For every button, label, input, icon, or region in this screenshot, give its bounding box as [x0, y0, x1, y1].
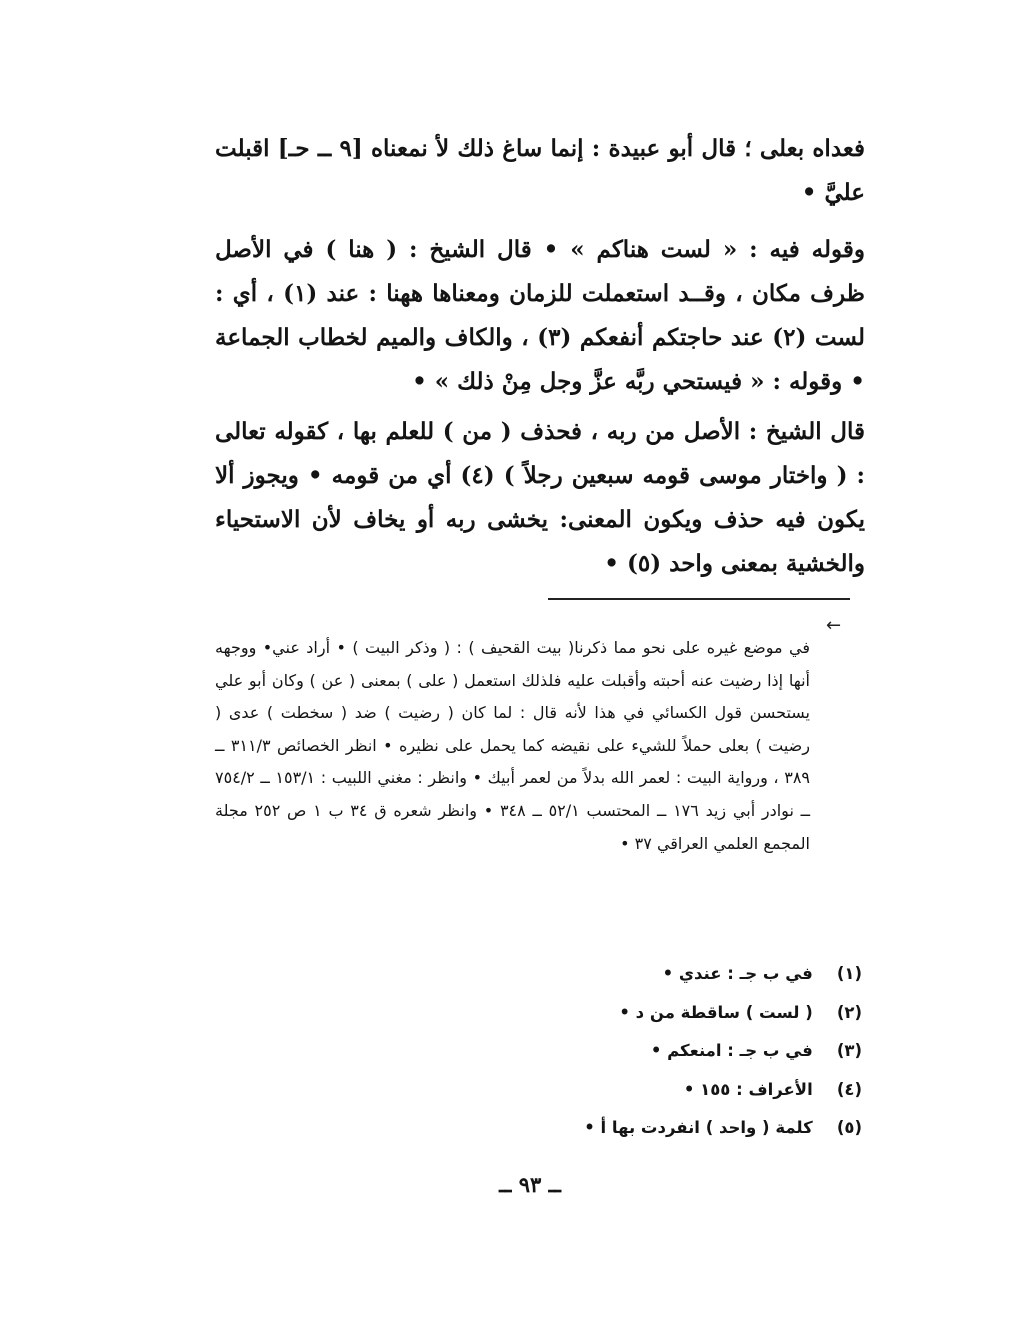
footnote-number: (٤)	[836, 1079, 862, 1099]
continuation-arrow-icon: ←	[826, 615, 842, 636]
main-text-paragraph-1	[215, 127, 865, 215]
page-number: ــ ٩٣ ــ	[499, 1172, 561, 1197]
footnote-item	[400, 1071, 862, 1110]
continued-footnote	[215, 632, 810, 860]
footnote-number: (٢)	[836, 1002, 862, 1022]
footnote-separator	[548, 598, 850, 600]
footnote-number: (١)	[836, 964, 862, 983]
footnote-text: في ب جـ : عندي •	[662, 964, 813, 983]
footnote-item	[400, 1109, 862, 1148]
paragraph-text: قال الشيخ : الأصل من ربه ، فحذف ( من ) للعلم بها ، كقوله تعالى : ( واختار موسى قومه سبعين رجلاً ) (٤) أي من قومه • ويجوز ألا يكون فيه حذف ويكون المعنى: يخشى ربه أو يخاف لأن الاستحياء والخشية بمعنى واحد (٥) •	[215, 418, 865, 577]
footnote-text: في ب جـ : امنعكم •	[650, 1041, 813, 1060]
footnote-item	[400, 955, 862, 994]
paragraph-text: فعداه بعلى ؛ قال أبو عبيدة : إنما ساغ ذلك لأ نمعناه [٩ ــ حـ] اقبلت عليَّ •	[215, 135, 865, 206]
footnotes-list	[400, 955, 862, 1148]
footnote-item	[400, 994, 862, 1033]
footnote-number: (٥)	[836, 1118, 862, 1137]
footnote-item	[400, 1032, 862, 1071]
continued-footnote-text: في موضع غيره على نحو مما ذكرنا( بيت القحيف ) : ( وذكر البيت ) • أراد عني• ووجهه أنها إذا رضيت عنه أحبته وأقبلت عليه فلذلك استعمل ( على ) بمعنى ( عن ) وكان أبو علي يستحسن قول الكسائي في هذا لأنه قال : لما كان ( رضيت ) ضد ( سخطت ) عدى ( رضيت ) بعلى حملاً للشيء على نقيضه كما يحمل على نظيره • انظر الخصائص ٣١١/٣ ــ ٣٨٩ ، ورواية البيت : لعمر الله بدلاً من لعمر أبيك • وانظر : مغني اللبيب : ١٥٣/١ ــ ٧٥٤/٢ ــ نوادر أبي زيد ١٧٦ ــ المحتسب ٥٢/١ ــ ٣٤٨ • وانظر شعره ق ٣٤ ب ١ ص ٢٥٢ مجلة المجمع العلمي العراقي ٣٧ •	[215, 638, 811, 853]
main-text-paragraph-2	[215, 228, 865, 404]
paragraph-text: وقوله فيه : « لست هناكم » • قال الشيخ : ( هنا ) في الأصل ظرف مكان ، وقــد استعملت للزمان ومعناها ههنا : عند (١) ، أي : لست (٢) عند حاجتكم أنفعكم (٣) ، والكاف والميم لخطاب الجماعة • وقوله : « فيستحي ربَّه عزَّ وجل مِنْ ذلك » •	[215, 236, 865, 395]
footnote-text: الأعراف : ١٥٥ •	[683, 1079, 813, 1099]
footnote-text: ( لست ) ساقطة من د •	[619, 1002, 813, 1022]
main-text-paragraph-3	[215, 410, 865, 586]
footnote-number: (٣)	[836, 1041, 862, 1060]
footnote-text: كلمة ( واحد ) انفردت بها أ •	[584, 1118, 813, 1137]
